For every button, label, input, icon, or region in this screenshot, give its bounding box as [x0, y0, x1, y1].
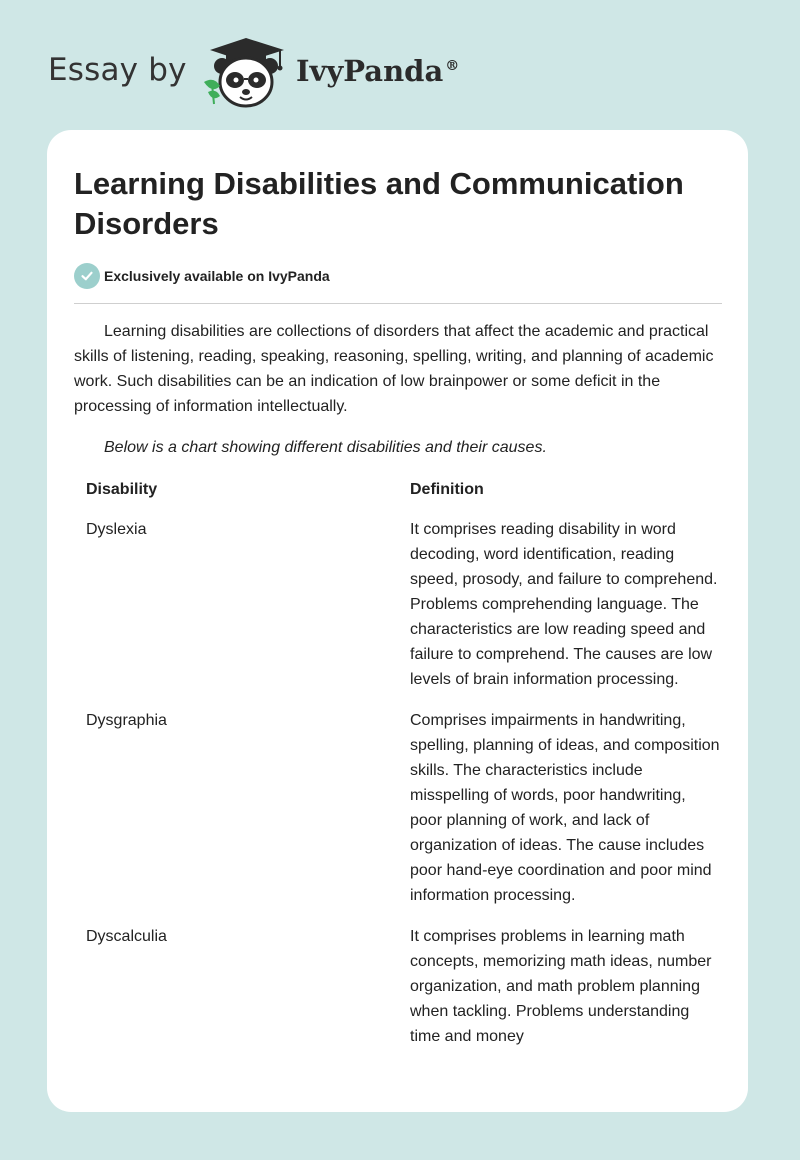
- exclusive-badge: [74, 263, 330, 289]
- table-row: [86, 708, 726, 908]
- brand-prefix: Essay by: [48, 52, 187, 88]
- divider: [74, 303, 722, 304]
- disability-name: Dyscalculia: [86, 928, 167, 945]
- table-row: [86, 517, 726, 692]
- check-icon: [74, 263, 100, 289]
- page-title: Learning Disabilities and Communication Disorders: [74, 166, 684, 241]
- disability-definition: It comprises problems in learning math concepts, memorizing math ideas, number organization, and math problem planning when tackling. Problems understanding time and money: [410, 928, 712, 1045]
- chart-intro: Below is a chart showing different disabilities and their causes.: [104, 439, 547, 456]
- panda-graduate-icon: [200, 36, 292, 110]
- disability-name: Dyslexia: [86, 521, 147, 538]
- disability-definition: Comprises impairments in handwriting, spelling, planning of ideas, and composition skills. The characteristics include misspelling of words, poor handwriting, poor planning of work, and lack of organization of ideas. The cause includes poor hand-eye coordination and poor mind information processing.: [410, 712, 720, 904]
- brand-name[interactable]: IvyPanda ®: [296, 54, 460, 88]
- disability-definition: It comprises reading disability in word decoding, word identification, reading speed, prosody, and failure to comprehend. Problems comprehending language. The characteristics are low reading speed and failure to comprehend. The causes are low levels of brain information processing.: [410, 521, 718, 688]
- table-row: [86, 924, 726, 1049]
- table-header: [86, 477, 726, 517]
- disability-name: Dysgraphia: [86, 712, 167, 729]
- badge-label: Exclusively available on IvyPanda: [104, 268, 330, 284]
- brand-header: [48, 36, 508, 110]
- disability-table: [86, 477, 726, 1065]
- header-definition: Definition: [410, 481, 484, 498]
- essay-card: [47, 130, 748, 1112]
- header-disability: Disability: [86, 481, 158, 498]
- intro-paragraph: Learning disabilities are collections of disorders that affect the academic and practical skills of listening, reading, speaking, reasoning, spelling, writing, and planning of academic work. Such disabilities can be an indication of low brainpower or some deficit in the processing of information intellectually.: [74, 323, 714, 415]
